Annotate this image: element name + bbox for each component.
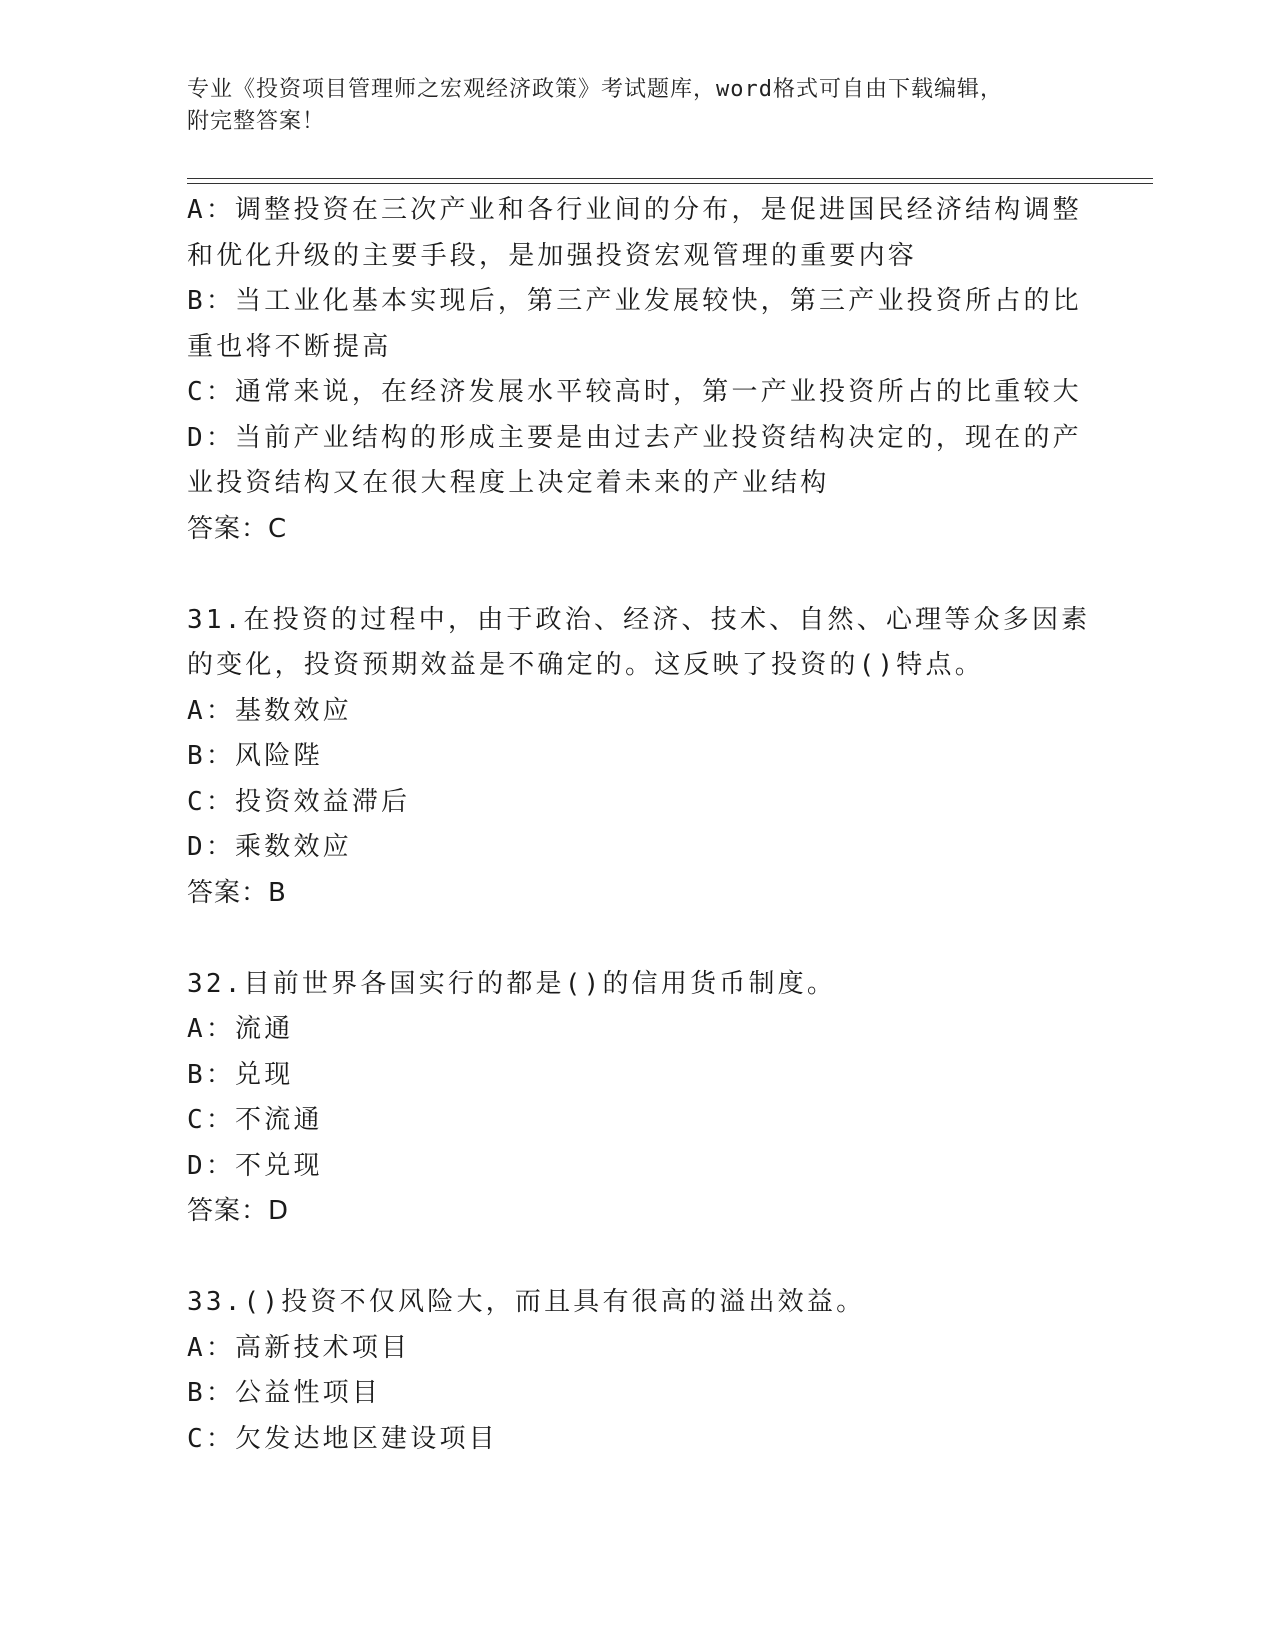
question-32 [187,962,1087,1235]
header-line-2: 附完整答案！ [187,109,326,134]
question-stem-line-1: 33.()投资不仅风险大，而且具有很高的溢出效益。 [187,1287,866,1317]
option-d: D：乘数效应 [187,832,352,862]
option-b: B：公益性项目 [187,1378,382,1408]
spacer [187,1235,1087,1281]
question-30 [187,188,1087,552]
option-a: A：基数效应 [187,695,352,726]
option-c: C：欠发达地区建设项目 [187,1423,498,1454]
option-b-line-1: B：当工业化基本实现后，第三产业发展较快，第三产业投资所占的比 [187,286,1082,316]
answer: 答案：D [187,1196,290,1226]
option-a-line-2: 和优化升级的主要手段，是加强投资宏观管理的重要内容 [187,240,918,271]
option-a: A：高新技术项目 [187,1332,411,1363]
header-rule-bottom [187,183,1153,184]
option-b: B：兑现 [187,1059,294,1090]
option-c-line-1: C：通常来说，在经济发展水平较高时，第一产业投资所占的比重较大 [187,377,1082,407]
answer: 答案：B [187,877,287,908]
option-d-line-2: 业投资结构又在很大程度上决定着未来的产业结构 [187,468,830,498]
document-body [187,188,1091,1462]
spacer [187,552,1087,598]
option-d: D：不兑现 [187,1150,323,1181]
option-c: C：投资效益滞后 [187,786,411,817]
answer: 答案：C [187,513,288,544]
option-c: C：不流通 [187,1105,323,1135]
option-d-line-1: D：当前产业结构的形成主要是由过去产业投资结构决定的，现在的产 [187,422,1082,453]
option-b: B：风险陛 [187,741,323,771]
question-31 [187,598,1091,917]
document-header [187,74,1067,138]
header-line-1: 专业《投资项目管理师之宏观经济政策》考试题库，word格式可自由下载编辑， [187,77,1003,102]
option-a: A：流通 [187,1014,294,1044]
question-stem-line-1: 31.在投资的过程中，由于政治、经济、技术、自然、心理等众多因素 [187,604,1091,635]
option-a-line-1: A：调整投资在三次产业和各行业间的分布，是促进国民经济结构调整 [187,195,1082,225]
header-rule-top [187,178,1153,179]
spacer [187,916,1087,962]
option-b-line-2: 重也将不断提高 [187,331,392,362]
question-stem-line-1: 32.目前世界各国实行的都是()的信用货币制度。 [187,968,837,999]
question-33 [187,1280,1087,1462]
question-stem-line-2: 的变化，投资预期效益是不确定的。这反映了投资的()特点。 [187,650,984,680]
